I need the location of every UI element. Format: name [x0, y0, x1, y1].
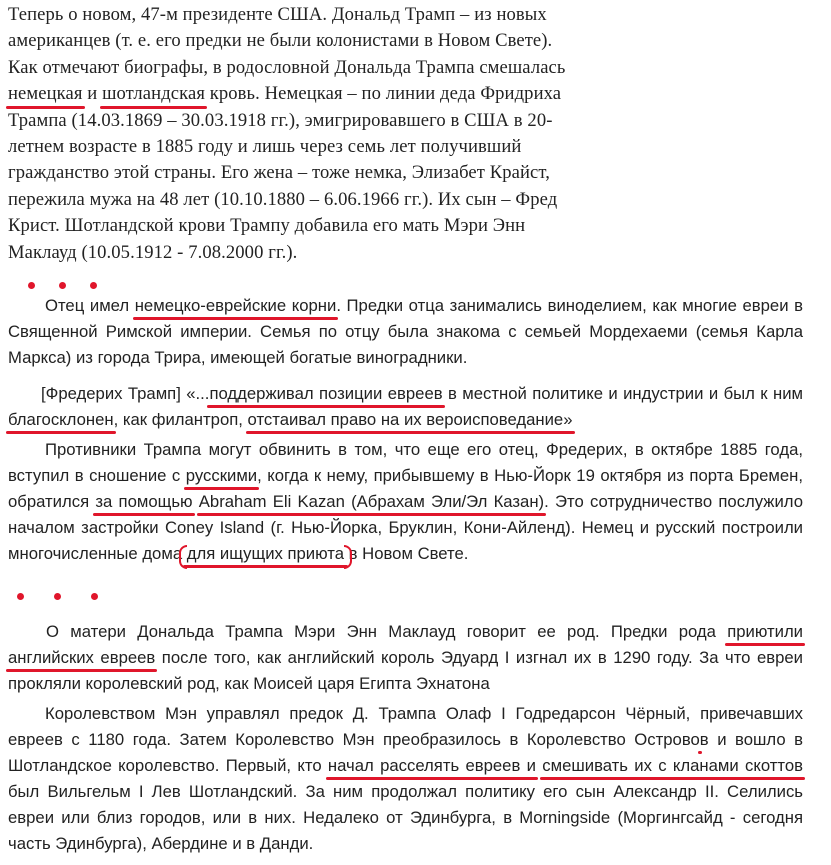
text-line: гражданство этой страны. Его жена – тоже немка, Элизабет Крайст, — [8, 162, 550, 184]
underlined-text: смешивать их с кланами скоттов — [542, 756, 804, 775]
paragraph-father: Отец имел немецко-еврейские корни. Предки отца занимались виноделием, как многие евреи в Священной Римской империи. Семья по отцу была знакома с семьей Мордехаеми (семья Карла Маркса) из города Трира, имеющей богатые виноградники. — [8, 296, 803, 367]
dot-mark — [90, 282, 97, 289]
dot-mark — [59, 282, 66, 289]
underlined-text: поддерживал позиции евреев — [209, 384, 443, 403]
text-line: Крист. Шотландской крови Трампу добавила его мать Мэри Энн — [8, 215, 526, 237]
underlined-text: немецкая — [8, 83, 83, 105]
underlined-text: немецко-еврейские корни — [134, 296, 337, 315]
dots-separator — [28, 282, 108, 292]
text-line: Теперь о новом, 47-м президенте США. Дональд Трамп – из новых — [8, 4, 547, 25]
underlined-text: за помощью — [95, 492, 193, 511]
paragraph-mother: О матери Дональда Трампа Мэри Энн Маклауд говорит ее род. Предки рода приютили английских евреев после того, как английский король Эдуард I изгнал их в 1290 году. За что евреи прокляли королевский род, как Моисей царя Египта Эхнатона — [8, 622, 803, 693]
underlined-text: привечавших евреев — [8, 704, 803, 749]
paragraph-kingdom: Королевством Мэн управлял предок Д. Трампа Олаф I Годредарсон Чёрный, привечавших евреев с 1180 года. Затем Королевство Мэн преобразилось в Королевство Островов и вошло в Шотландское королевство. Первый, кто начал расселять евреев и смешивать их с кланами скоттов был Вильгельм I Лев Шотландский. За ним продолжал политику его сын Александр II. Селились евреи или близ городов, или в них. Недалеко от Эдинбурга, в Morningside (Моргингсайд - сегодня часть Эдинбурга), Абердине и в Данди. — [8, 704, 804, 853]
dot-mark — [17, 593, 24, 600]
dot-mark — [91, 593, 98, 600]
paragraph-opponents: Противники Трампа могут обвинить в том, что еще его отец, Фредерих, в октябре 1885 года, вступил в сношение с русскими, когда к нему, прибывшему в Нью-Йорк 19 октября из порта Бремен, обратился за помощью Abraham Eli Kazan (Абрахам Эли/Эл Казан). Это сотрудничество послужило началом застройки Coney Island (г. Нью-Йорка, Бруклин, Кони-Айленд). Немец и русский построили многочисленные дома для ищущих приюта в Новом Свете. — [8, 437, 803, 567]
bracketed-text: для ищущих приюта — [187, 544, 344, 563]
text-line: летнем возрасте в 1885 году и лишь через семь лет получивший — [8, 136, 522, 158]
dot-mark — [54, 593, 61, 600]
text-line: немецкая и шотландская кровь. Немецкая – по линии деда Фридриха — [8, 83, 562, 105]
underlined-text: начал расселять евреев и — [327, 756, 536, 775]
paragraph-intro — [8, 2, 648, 266]
text-line: американцев (т. е. его предки не были колонистами в Новом Свете). — [8, 30, 553, 52]
text-line: Как отмечают биографы, в родословной Дональда Трампа смешалась — [8, 56, 566, 78]
underlined-text: шотландская — [102, 83, 205, 105]
underlined-text: благосклонен — [8, 410, 114, 429]
underlined-text: приютили — [727, 622, 803, 641]
dots-separator — [17, 593, 107, 603]
text-line: пережила мужа на 48 лет (10.10.1880 – 6.06.1966 гг.). Их сын – Фред — [8, 188, 558, 210]
paragraph-quote: [Фредерих Трамп] «...поддерживал позиции евреев в местной политике и индустрии и был к ним благосклонен, как филантроп, отстаивал право на их вероисповедание» — [8, 384, 803, 429]
underlined-text: отстаивал право на их вероисповедание» — [247, 410, 573, 429]
underlined-text: английских евреев — [8, 648, 156, 667]
text-line: Маклауд (10.05.1912 - 7.08.2000 гг.). — [8, 241, 298, 263]
text-line: Трампа (14.03.1869 – 30.03.1918 гг.), эмигрировавшего в США в 20- — [8, 109, 553, 131]
dot-mark — [28, 282, 35, 289]
underlined-text: Abraham Eli Kazan (Абрахам Эли/Эл Казан) — [198, 492, 545, 511]
underlined-text: русскими — [185, 466, 258, 485]
